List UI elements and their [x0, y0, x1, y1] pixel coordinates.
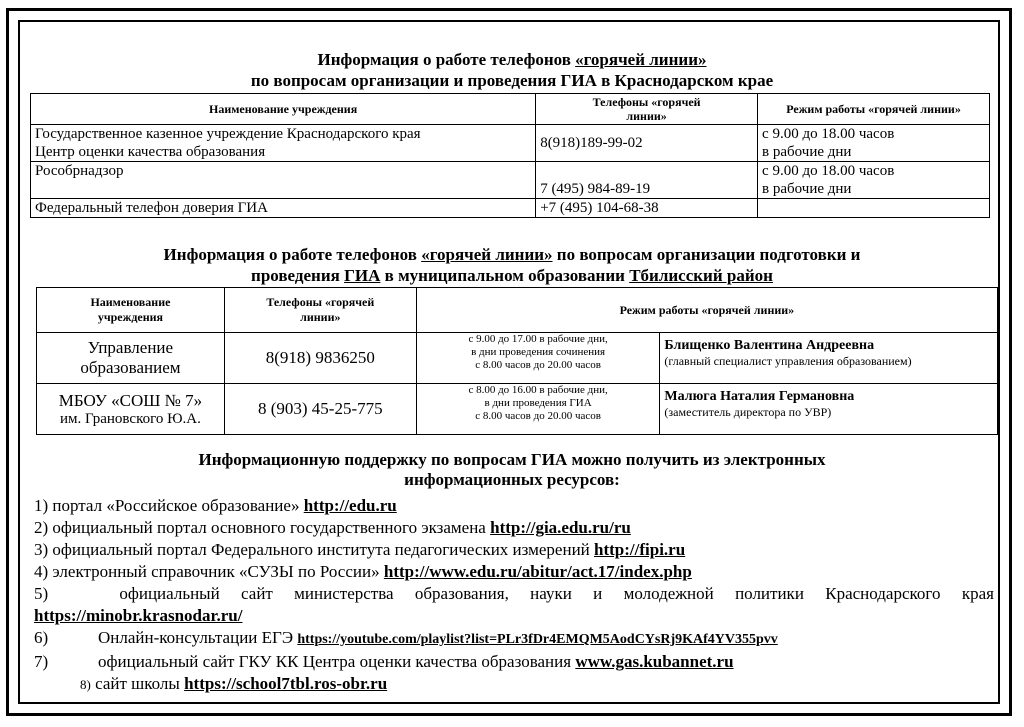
info-line1: Информационную поддержку по вопросам ГИА можно получить из электронных	[198, 450, 826, 469]
cell-phone: +7 (495) 104-68-38	[536, 199, 758, 218]
link-fipi[interactable]: http://fipi.ru	[594, 540, 686, 559]
heading1-underlined: «горячей линии»	[575, 50, 707, 69]
cell-schedule: с 8.00 до 16.00 в рабочие дни, в дни проведения ГИА с 8.00 часов до 20.00 часов	[416, 384, 660, 435]
table-row	[31, 162, 990, 199]
resource-list	[34, 495, 994, 696]
cell-mode: с 9.00 до 18.00 часов в рабочие дни	[758, 125, 990, 162]
table-row	[31, 199, 990, 218]
cell-name: Государственное казенное учреждение Краснодарского края Центр оценки качества образования	[31, 125, 536, 162]
header-mode: Режим работы «горячей линии»	[416, 288, 997, 333]
link-school[interactable]: https://school7tbl.ros-obr.ru	[184, 674, 388, 693]
list-item: 6) Онлайн-консультации ЕГЭ https://youtube.com/playlist?list=PLr3fDr4EMQM5AodCYsRj9KAf4YV355pvv	[34, 628, 778, 647]
list-item	[34, 605, 994, 627]
cell-mode	[758, 199, 990, 218]
table-row	[37, 384, 998, 435]
cell-phone: 8(918) 9836250	[224, 333, 416, 384]
cell-contact: Блищенко Валентина Андреевна (главный специалист управления образованием)	[660, 333, 998, 384]
link-youtube[interactable]: https://youtube.com/playlist?list=PLr3fDr4EMQM5AodCYsRj9KAf4YV355pvv	[297, 632, 778, 647]
info-line2: информационных ресурсов:	[404, 470, 620, 489]
cell-mode: с 9.00 до 18.00 часов в рабочие дни	[758, 162, 990, 199]
cell-name: Федеральный телефон доверия ГИА	[31, 199, 536, 218]
list-item: 1) портал «Российское образование» http://edu.ru	[34, 496, 397, 515]
heading1-line1	[0, 50, 1024, 70]
link-minobr[interactable]: https://minobr.krasnodar.ru/	[34, 606, 243, 625]
header-mode: Режим работы «горячей линии»	[758, 94, 990, 125]
cell-name: Рособрнадзор	[31, 162, 536, 199]
table-municipal	[36, 287, 998, 435]
list-item: 5) официальный сайт министерства образования, науки и молодежной политики Краснодарского края	[34, 584, 994, 603]
cell-schedule: с 9.00 до 17.00 в рабочие дни, в дни проведения сочинения с 8.00 часов до 20.00 часов	[416, 333, 660, 384]
cell-phone: 7 (495) 984-89-19	[536, 162, 758, 199]
link-edu[interactable]: http://edu.ru	[303, 496, 397, 515]
heading1-line2: по вопросам организации и проведения ГИА в Краснодарском крае	[250, 71, 774, 90]
link-gia[interactable]: http://gia.edu.ru/ru	[490, 518, 631, 537]
list-item: 3) официальный портал Федерального института педагогических измерений http://fipi.ru	[34, 540, 686, 559]
header-name: Наименование учреждения	[31, 94, 536, 125]
heading2-line1: Информация о работе телефонов «горячей линии» по вопросам организации подготовки и	[163, 245, 861, 264]
cell-contact: Малюга Наталия Германовна (заместитель директора по УВР)	[660, 384, 998, 435]
list-item: 2) официальный портал основного государственного экзамена http://gia.edu.ru/ru	[34, 518, 631, 537]
table-row	[31, 125, 990, 162]
table-header-row	[31, 94, 990, 125]
list-item: 4) электронный справочник «СУЗЫ по России» http://www.edu.ru/abitur/act.17/index.php	[34, 562, 692, 581]
link-abitur[interactable]: http://www.edu.ru/abitur/act.17/index.php	[383, 562, 692, 581]
link-gas[interactable]: www.gas.kubannet.ru	[575, 652, 734, 671]
header-phones: Телефоны «горячей линии»	[224, 288, 416, 333]
cell-name: Управление образованием	[37, 333, 225, 384]
header-name: Наименование учреждения	[37, 288, 225, 333]
table-row	[37, 333, 998, 384]
table-header-row	[37, 288, 998, 333]
cell-phone: 8(918)189-99-02	[536, 125, 758, 162]
header-phones: Телефоны «горячей линии»	[536, 94, 758, 125]
heading1-text: Информация о работе телефонов	[317, 50, 576, 69]
list-item: 8) сайт школы https://school7tbl.ros-obr.ru	[80, 674, 388, 693]
heading2-line2: проведения ГИА в муниципальном образовании Тбилисский район	[251, 266, 773, 285]
cell-phone: 8 (903) 45-25-775	[224, 384, 416, 435]
cell-name: МБОУ «СОШ № 7» им. Грановского Ю.А.	[37, 384, 225, 435]
list-item: 7) официальный сайт ГКУ КК Центра оценки качества образования www.gas.kubannet.ru	[34, 652, 734, 671]
table-regional	[30, 93, 990, 218]
